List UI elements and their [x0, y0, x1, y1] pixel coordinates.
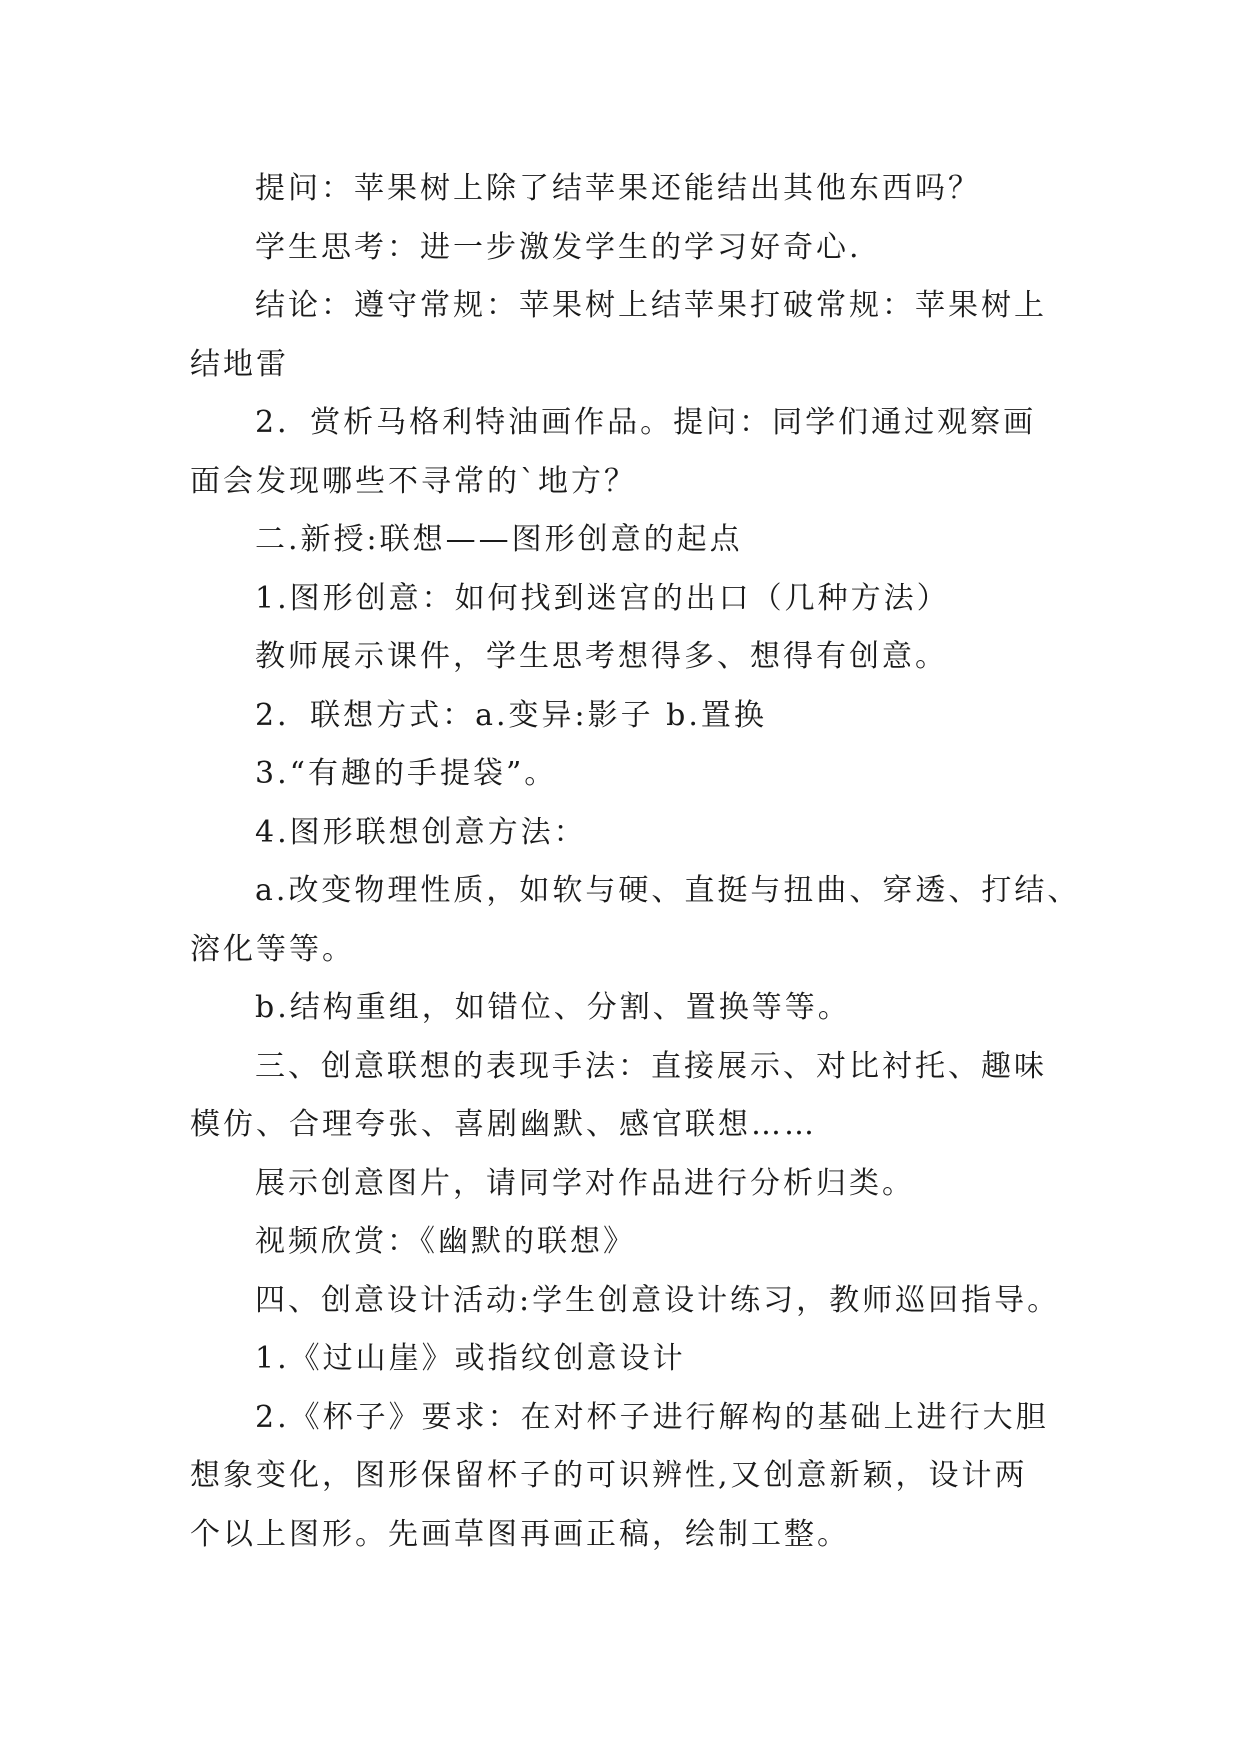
paragraph-line: 4.图形联想创意方法：: [255, 814, 587, 850]
paragraph-line: 溶化等等。: [190, 931, 355, 967]
paragraph-line: 面会发现哪些不寻常的`地方？: [190, 463, 637, 499]
paragraph-line: 2．赏析马格利特油画作品。提问：同学们通过观察画: [255, 405, 1037, 440]
paragraph-line: 想象变化，图形保留杯子的可识辨性,又创意新颖，设计两: [190, 1458, 1028, 1493]
section-heading: 四、创意设计活动:学生创意设计练习，教师巡回指导。: [255, 1282, 1061, 1318]
paragraph-line: 3.“有趣的手提袋”。: [255, 756, 558, 791]
section-heading: 三、创意联想的表现手法：直接展示、对比衬托、趣味: [255, 1048, 1047, 1084]
paragraph-line: 视频欣赏：《幽默的联想》: [255, 1224, 636, 1259]
paragraph-line: 教师展示课件，学生思考想得多、想得有创意。: [255, 639, 948, 674]
paragraph-line: 2．联想方式：a.变异:影子 b.置换: [255, 697, 767, 733]
paragraph-line: 1.图形创意：如何找到迷宫的出口（几种方法）: [255, 580, 950, 616]
paragraph-line: 结论：遵守常规：苹果树上结苹果打破常规：苹果树上: [255, 288, 1047, 323]
paragraph-line: 学生思考：进一步激发学生的学习好奇心.: [255, 229, 862, 265]
paragraph-line: 展示创意图片，请同学对作品进行分析归类。: [255, 1165, 915, 1201]
section-heading: 二.新授:联想——图形创意的起点: [255, 522, 743, 557]
paragraph-line: 1.《过山崖》或指纹创意设计: [255, 1341, 686, 1376]
paragraph-line: 个以上图形。先画草图再画正稿，绘制工整。: [190, 1516, 850, 1552]
paragraph-line: a.改变物理性质，如软与硬、直挺与扭曲、穿透、打结、: [255, 873, 1081, 908]
document-body: [190, 160, 1081, 1564]
paragraph-line: 结地雷: [190, 346, 289, 382]
paragraph-line: 模仿、合理夸张、喜剧幽默、感官联想……: [190, 1107, 817, 1142]
paragraph-line: 提问：苹果树上除了结苹果还能结出其他东西吗？: [255, 171, 981, 206]
paragraph-line: b.结构重组，如错位、分割、置换等等。: [255, 990, 851, 1025]
paragraph-line: 2.《杯子》要求：在对杯子进行解构的基础上进行大胆: [255, 1399, 1049, 1435]
